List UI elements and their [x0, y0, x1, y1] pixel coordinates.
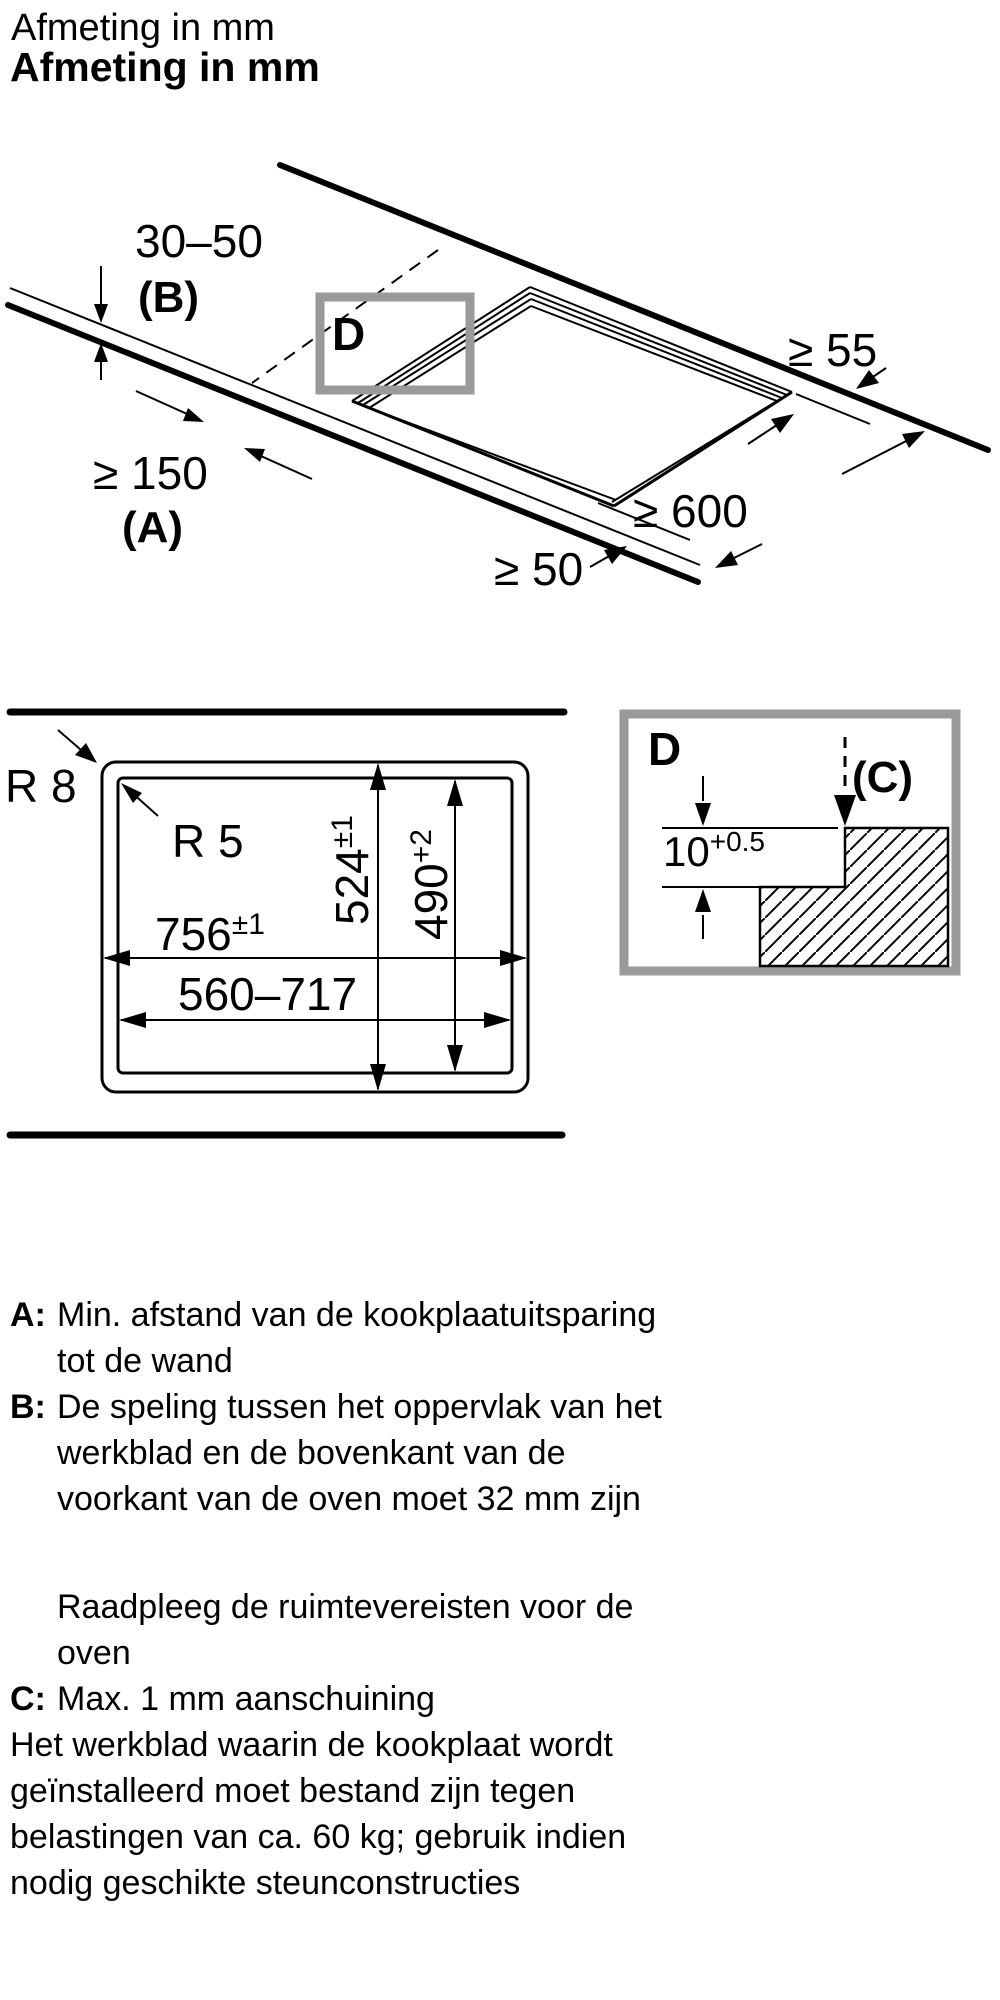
dimension-560-717 [119, 968, 511, 1028]
footer-line: nodig geschikte steunconstructies [10, 1864, 521, 1902]
reference-b-label: (B) [138, 273, 200, 322]
radius-inner-arrow [121, 783, 158, 816]
wall-line [280, 165, 988, 450]
page-title-bold: Afmeting in mm [10, 44, 320, 90]
note-c-label: C: [10, 1680, 46, 1718]
reference-c-label: (C) [852, 753, 914, 802]
dimension-524-label: $524^{\pm 1}$ [326, 815, 378, 925]
note-line: tot de wand [57, 1342, 233, 1380]
note-a-label: A: [10, 1296, 46, 1334]
note-line: Max. 1 mm aanschuining [57, 1680, 435, 1718]
note-oven-space [10, 1584, 633, 1676]
note-line: werkblad en de bovenkant van de [57, 1434, 566, 1472]
detail-callout-label: D [332, 308, 366, 360]
note-a [10, 1292, 656, 1384]
dimension-10-label: $10^{+0.5}$ [663, 826, 765, 875]
dimension-55-label: ≥ 55 [788, 324, 878, 376]
note-line: De speling tussen het oppervlak van het [57, 1388, 662, 1426]
footer-line: geïnstalleerd moet bestand zijn tegen [10, 1772, 576, 1810]
note-line: voorkant van de oven moet 32 mm zijn [57, 1480, 641, 1518]
radius-outer-label: R 8 [5, 760, 77, 812]
radius-outer-arrow [58, 730, 97, 763]
dimension-490 [405, 779, 463, 1072]
footer-line: belastingen van ca. 60 kg; gebruik indien [10, 1818, 627, 1856]
dimension-600-label: ≥ 600 [633, 485, 748, 537]
note-line: Raadpleeg de ruimtevereisten voor de [57, 1588, 634, 1626]
dimension-b-label: 30–50 [135, 215, 263, 267]
isometric-installation-diagram [0, 0, 1000, 640]
dimension-524 [326, 763, 386, 1091]
note-line: oven [57, 1634, 131, 1672]
worktop-cross-section [760, 828, 948, 966]
dimension-756 [103, 908, 527, 966]
note-b [10, 1384, 662, 1522]
dimension-50-label: ≥ 50 [494, 543, 584, 595]
detail-d-label: D [648, 723, 682, 775]
dimension-756-label: $756^{\pm 1}$ [155, 908, 265, 960]
note-line: Min. afstand van de kookplaatuitsparing [57, 1296, 657, 1334]
page-title: Afmeting in mm [11, 7, 275, 49]
footer-line: Het werkblad waarin de kookplaat wordt [10, 1726, 613, 1764]
dimension-560-717-label: 560–717 [178, 968, 358, 1020]
dimension-150-label: ≥ 150 [93, 447, 208, 499]
dimension-490-label: $490^{+2}$ [405, 829, 457, 940]
reference-a-label: (A) [122, 503, 184, 552]
note-c [10, 1676, 435, 1722]
radius-inner-label: R 5 [172, 815, 244, 867]
plan-view-and-detail [0, 690, 1000, 1160]
note-b-label: B: [10, 1388, 46, 1426]
footer-note [10, 1722, 626, 1906]
detail-d-box [624, 714, 956, 971]
